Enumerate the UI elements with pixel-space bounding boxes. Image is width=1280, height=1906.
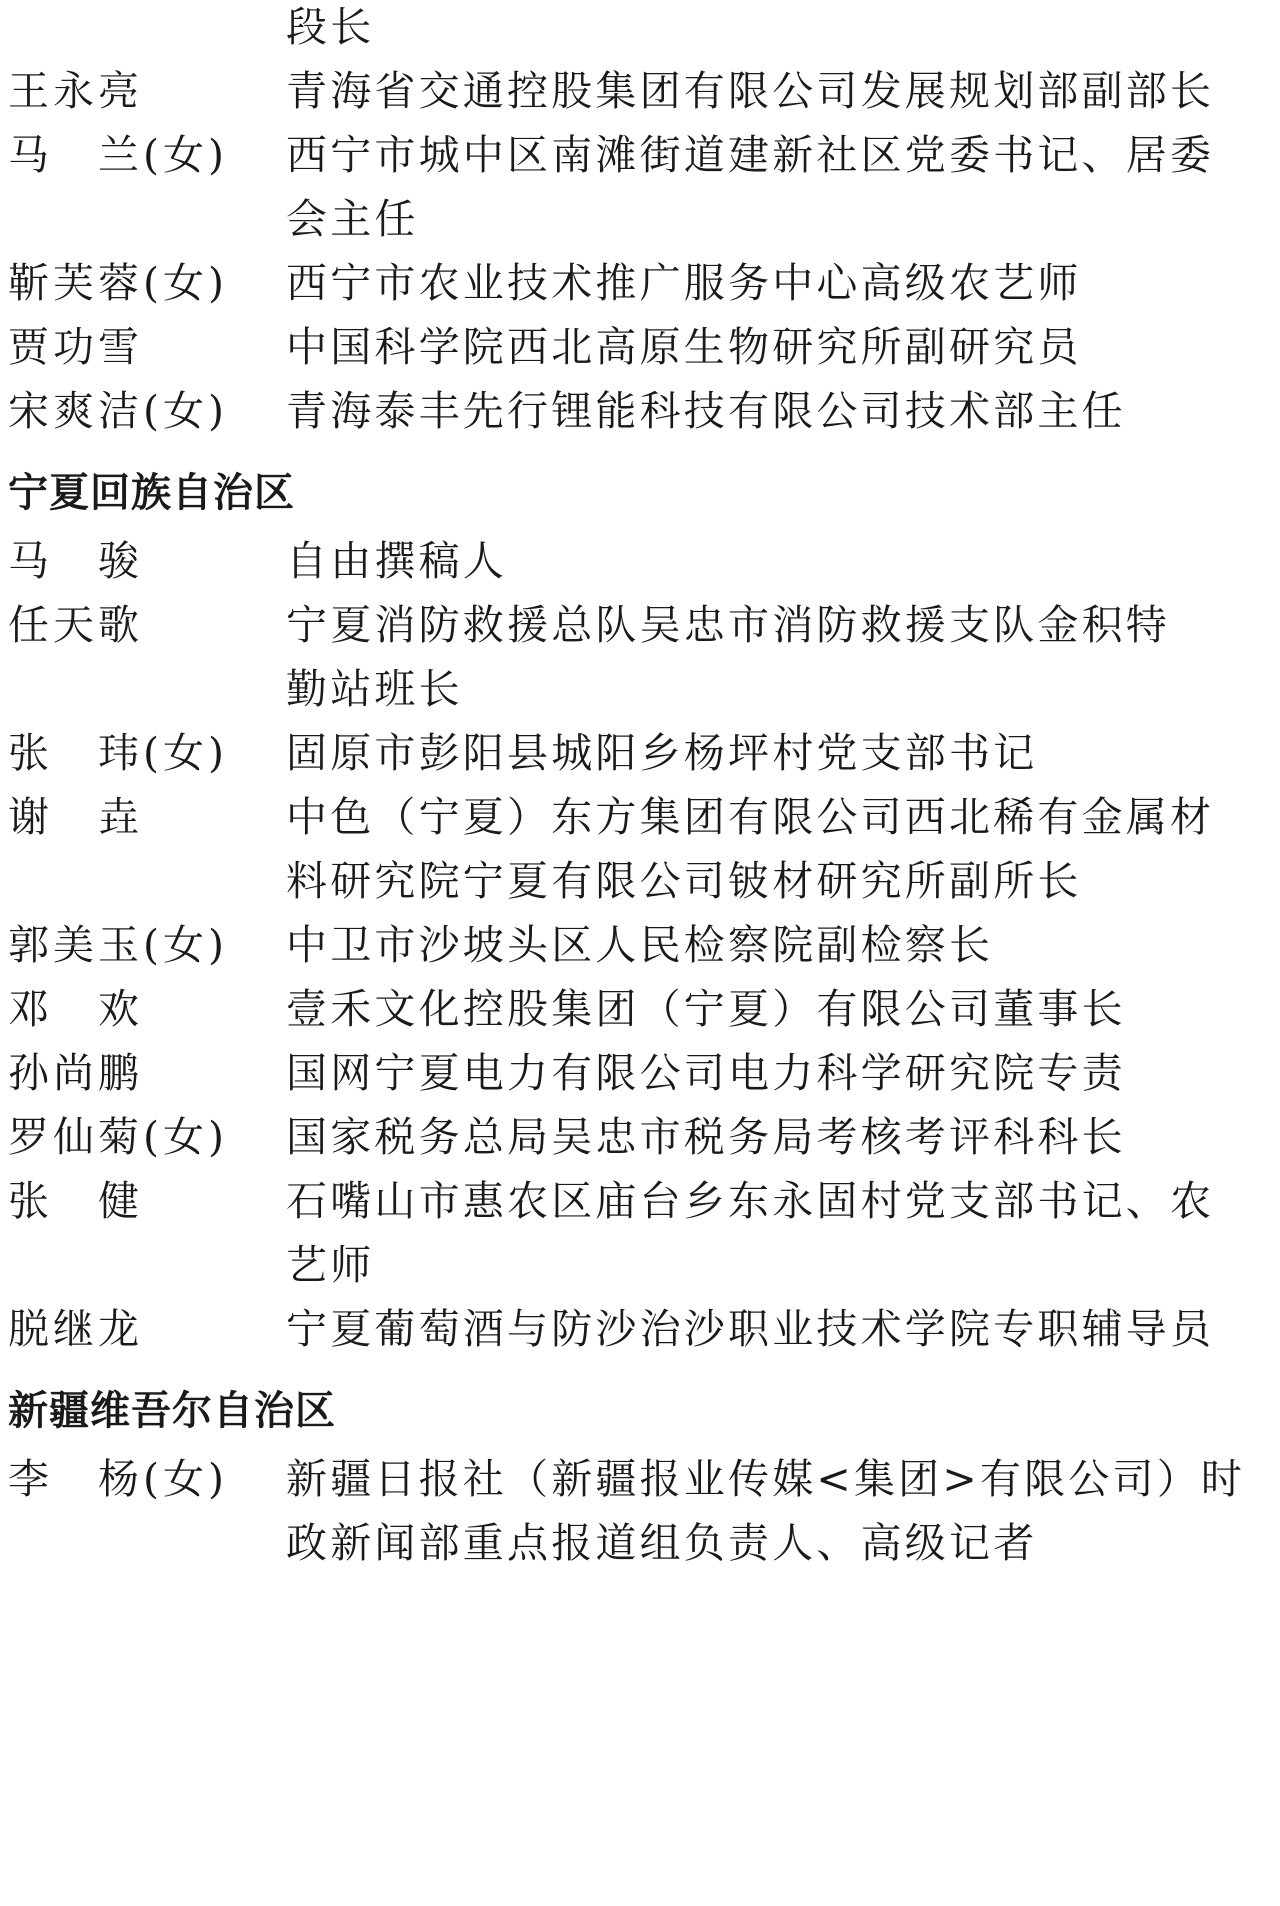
person-title: 宁夏消防救援总队吴忠市消防救援支队金积特 xyxy=(286,601,1170,649)
person-title: 西宁市农业技术推广服务中心高级农艺师 xyxy=(286,259,1082,307)
person-title: 艺师 xyxy=(286,1241,375,1289)
section-heading: 新疆维吾尔自治区 xyxy=(8,1388,336,1434)
person-title: 料研究院宁夏有限公司铍材研究所副所长 xyxy=(286,857,1082,905)
person-title: 中色（宁夏）东方集团有限公司西北稀有金属材 xyxy=(286,793,1215,841)
person-title: 中国科学院西北高原生物研究所副研究员 xyxy=(286,323,1082,371)
person-name: 马 骏 xyxy=(8,537,143,585)
person-name: 张 玮(女) xyxy=(8,729,228,777)
person-title: 青海省交通控股集团有限公司发展规划部副部长 xyxy=(286,67,1215,115)
person-name: 马 兰(女) xyxy=(8,131,228,179)
person-name: 张 健 xyxy=(8,1177,143,1225)
person-title: 新疆日报社（新疆报业传媒<集团>有限公司）时 xyxy=(286,1455,1246,1503)
person-title: 中卫市沙坡头区人民检察院副检察长 xyxy=(286,921,994,969)
person-name: 邓 欢 xyxy=(8,985,143,1033)
person-name: 郭美玉(女) xyxy=(8,921,228,969)
person-title: 青海泰丰先行锂能科技有限公司技术部主任 xyxy=(286,387,1126,435)
person-title: 固原市彭阳县城阳乡杨坪村党支部书记 xyxy=(286,729,1038,777)
person-name: 脱继龙 xyxy=(8,1305,143,1353)
person-title: 段长 xyxy=(286,3,375,51)
person-name: 罗仙菊(女) xyxy=(8,1113,228,1161)
person-title: 自由撰稿人 xyxy=(286,537,507,585)
person-title: 政新闻部重点报道组负责人、高级记者 xyxy=(286,1519,1038,1567)
person-name: 宋爽洁(女) xyxy=(8,387,228,435)
person-title: 宁夏葡萄酒与防沙治沙职业技术学院专职辅导员 xyxy=(286,1305,1215,1353)
person-title: 壹禾文化控股集团（宁夏）有限公司董事长 xyxy=(286,985,1126,1033)
person-title: 勤站班长 xyxy=(286,665,463,713)
person-name: 贾功雪 xyxy=(8,323,143,371)
person-title: 会主任 xyxy=(286,195,419,243)
person-title: 石嘴山市惠农区庙台乡东永固村党支部书记、农 xyxy=(286,1177,1215,1225)
person-title: 国家税务总局吴忠市税务局考核考评科科长 xyxy=(286,1113,1126,1161)
person-name: 李 杨(女) xyxy=(8,1455,228,1503)
person-name: 谢 垚 xyxy=(8,793,143,841)
person-name: 任天歌 xyxy=(8,601,143,649)
person-name: 孙尚鹏 xyxy=(8,1049,143,1097)
person-name: 靳芙蓉(女) xyxy=(8,259,228,307)
section-heading: 宁夏回族自治区 xyxy=(8,470,295,516)
person-title: 西宁市城中区南滩街道建新社区党委书记、居委 xyxy=(286,131,1215,179)
person-name: 王永亮 xyxy=(8,67,143,115)
person-title: 国网宁夏电力有限公司电力科学研究院专责 xyxy=(286,1049,1126,1097)
